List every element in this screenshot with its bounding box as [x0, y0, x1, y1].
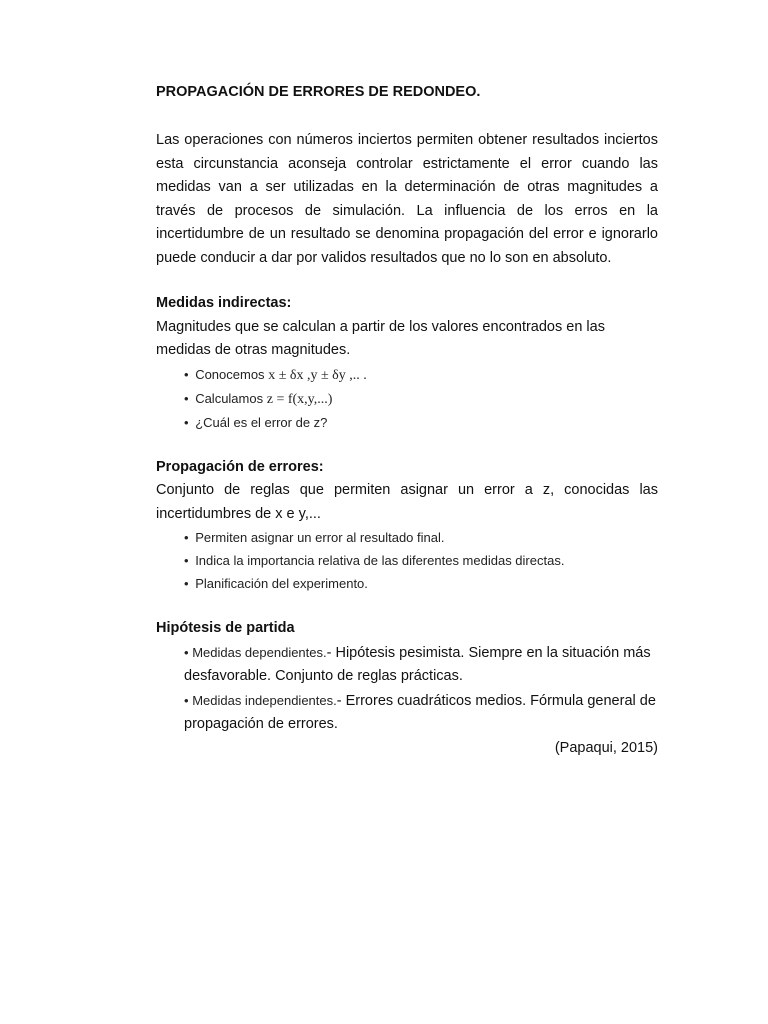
bullet-dot: • — [184, 414, 189, 430]
bullet-lead: Calculamos — [195, 390, 264, 406]
bullet-text: Indica la importancia relativa de las diferentes medidas directas. — [195, 553, 565, 568]
bullet-formula: x ± δx ,y ± δy ,.. . — [268, 367, 367, 383]
hypothesis-bullet-independent — [184, 689, 658, 737]
indirect-text: Magnitudes que se calculan a partir de los valores encontrados en las medidas de otras magnitudes. — [156, 318, 605, 358]
document-title: PROPAGACIÓN DE ERRORES DE REDONDEO. — [156, 84, 481, 100]
spacer — [156, 270, 658, 292]
document-content — [156, 84, 658, 760]
bullet-dot: • — [184, 553, 189, 568]
bullet-rest: - Errores cuadráticos medios. Fórmula general de propagación de errores. — [184, 692, 656, 732]
bullet-dot: • — [184, 530, 189, 545]
hypothesis-bullet-dependent — [184, 641, 658, 689]
propagation-bullet — [184, 572, 658, 595]
spacer — [156, 595, 658, 617]
bullet-dot: • — [184, 366, 189, 382]
indirect-bullet-list — [156, 363, 658, 434]
indirect-bullet-calc — [184, 387, 658, 411]
indirect-heading: Medidas indirectas: — [156, 295, 292, 311]
bullet-lead: ¿Cuál es el error de z? — [195, 414, 328, 430]
bullet-rest: - Hipótesis pesimista. Siempre en la situación más desfavorable. Conjunto de reglas prácticas. — [184, 644, 651, 684]
propagation-bullet — [184, 549, 658, 572]
bullet-dot: • — [184, 692, 189, 708]
bullet-lead: Conocemos — [195, 366, 265, 382]
propagation-bullet — [184, 526, 658, 549]
bullet-dot: • — [184, 390, 189, 406]
spacer — [156, 434, 658, 456]
bullet-dot: • — [184, 576, 189, 591]
indirect-bullet-question — [184, 411, 658, 434]
bullet-text: Planificación del experimento. — [195, 576, 368, 591]
bullet-lead: Medidas independientes. — [192, 692, 337, 708]
intro-paragraph: Las operaciones con números inciertos permiten obtener resultados inciertos esta circunstancia aconseja controlar estrictamente el error cuando las medidas van a ser utilizadas en la determinación de otras magnitudes a través de procesos de simulación. La influencia de los erros en la incertidumbre de un resultado se denomina propagación del error e ignorarlo puede conducir a dar por validos resultados que no lo son en absoluto. — [156, 132, 658, 266]
propagation-bullet-list — [156, 526, 658, 595]
bullet-dot: • — [184, 644, 189, 660]
hypothesis-bullet-list — [156, 641, 658, 737]
hypothesis-heading: Hipótesis de partida — [156, 620, 295, 636]
indirect-bullet-known — [184, 363, 658, 387]
propagation-heading: Propagación de errores: — [156, 458, 324, 475]
bullet-lead: Medidas dependientes. — [192, 644, 327, 660]
citation: (Papaqui, 2015) — [554, 739, 658, 756]
bullet-formula: z = f(x,y,...) — [266, 391, 333, 407]
bullet-text: Permiten asignar un error al resultado final. — [195, 530, 445, 545]
propagation-text: Conjunto de reglas que permiten asignar un error a z, conocidas las incertidumbres de x e y,... — [156, 482, 658, 522]
